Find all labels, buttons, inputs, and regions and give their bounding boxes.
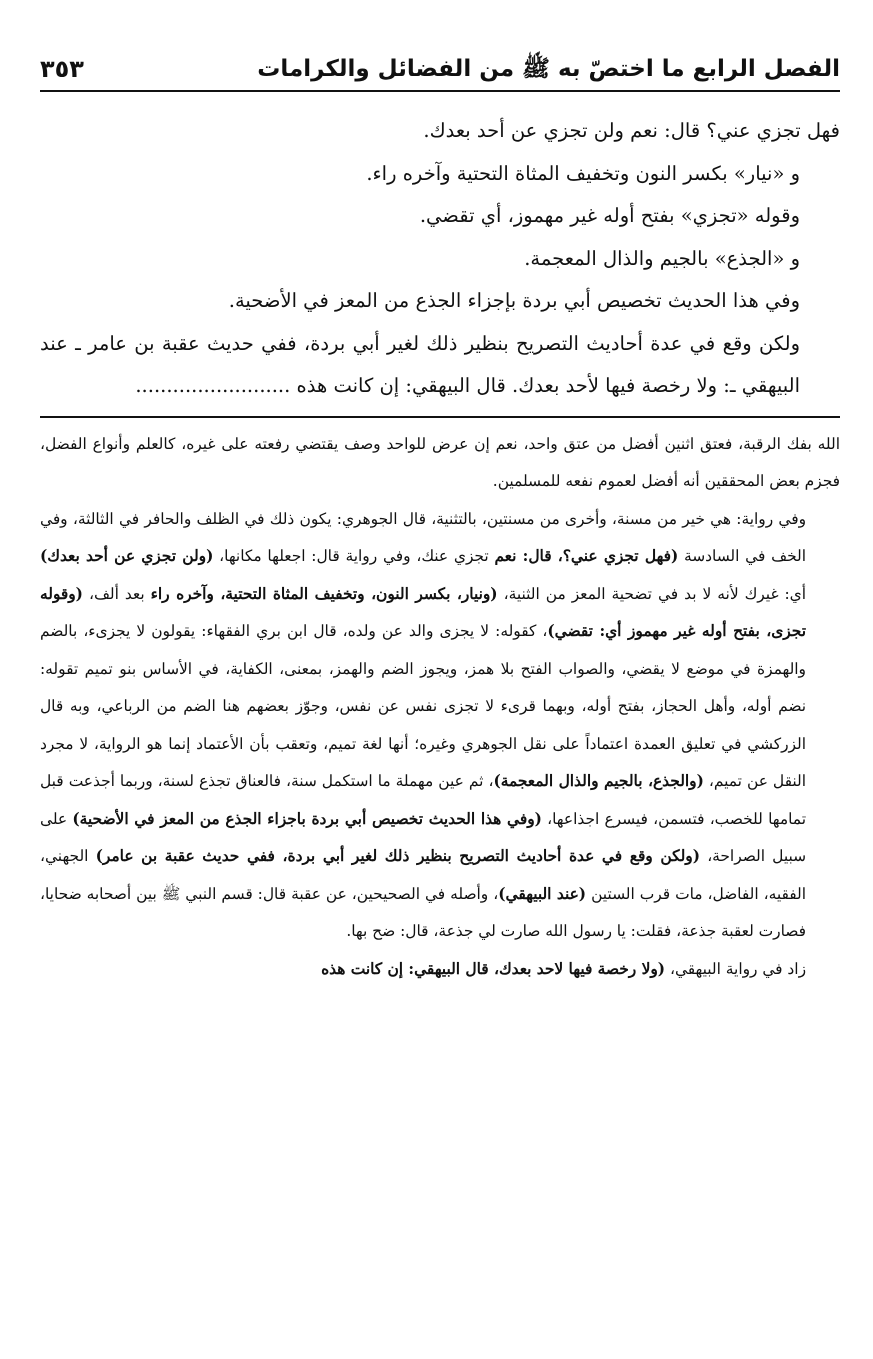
footnote-quote: (وقوله تجزى، بفتح أوله غير مهموز أي: تقضي) [40, 584, 806, 640]
footnote-quote: (ولن تجزي عن أحد بعدك) [40, 547, 214, 565]
footnote-text: ، كقوله: لا يجزى والد عن ولده، قال ابن بري الفقهاء: يقولون لا يجزىء، بالضم والهمزة في موضع لا يقضي، والصواب الفتح بلا همز، ويجوز الضم والهمز، بمعنى، الكفاية، في الأساس بنو تميم تقوله: نضم أوله، وأهل الحجاز، بفتح أوله، وبهما قرىء لا تجزى نفس عن نفس، وجوّز بعضهم هنا الضم من الرباعي، وبه قال الزركشي في تعليق العمدة اعتماداً على نقل الجوهري وغيره؛ أنها لغة تميم، وتعقب بأن الأعتماد إنما هو الرواية، لا مجرد النقل عن تميم، [40, 622, 806, 790]
footnote-paragraph: الله بفك الرقبة، فعتق اثنين أفضل من عتق واحد، نعم إن عرض للواحد وصف يقتضي رفعته على غيره، كالعلم وأنواع الفضل، فجزم بعض المحققين أنه أفضل لعموم نفعه للمسلمين. [40, 434, 840, 490]
footnote-commentary [40, 426, 840, 989]
chapter-title: الفصل الرابع ما اختصّ به ﷺ من الفضائل والكرامات [257, 56, 840, 82]
main-paragraph: و «نيار» بكسر النون وتخفيف المثاة التحتية وآخره راء. [366, 161, 800, 185]
main-paragraph: وفي هذا الحديث تخصيص أبي بردة بإجزاء الجذع من المعز في الأضحية. [228, 289, 800, 312]
page-number: ٣٥٣ [40, 55, 84, 83]
footnote-paragraph [40, 951, 840, 989]
footnote-text: ، ثم عين مهملة ما استكمل سنة، فالعناق تجذع لسنة، وربما أجذعت قبل تمامها للخصب، فتسمن، فيسرع اجذاعها، [40, 772, 806, 828]
page-header [40, 36, 840, 92]
footnote-quote: (والجذع، بالجيم والذال المعجمة) [493, 772, 704, 790]
footnote-text: بعد ألف، [82, 584, 151, 603]
main-paragraph-text: ولكن وقع في عدة أحاديث التصريح بنظير ذلك لغير أبي بردة، ففي حديث عقبة بن عامر ـ عند البيهقي ـ: ولا رخصة فيها لأحد بعدك. قال البيهقي: إن كانت هذه [40, 331, 800, 397]
footnote-separator [40, 416, 840, 418]
book-page [40, 36, 840, 1336]
footnote-text: أي: غيرك لأنه لا بد في تضحية المعز من الثنية، [497, 584, 807, 603]
footnote-quote: (ونيار، بكسر النون، وتخفيف المثاة التحتية، وآخره راء [150, 584, 498, 603]
footnote-paragraph [40, 501, 840, 951]
main-paragraph [40, 323, 840, 408]
footnote-text: تجزي عنك، وفي رواية قال: اجعلها مكانها، [213, 547, 495, 565]
footnote-quote: (عند البيهقي) [498, 884, 587, 903]
footnote-text: وفي رواية: هي خير من مسنة، وأخرى من مسنتين، بالتثنية، قال الجوهري: يكون ذلك في الظلف والحافر في الثالثة، وفي الخف في السادسة [40, 509, 806, 565]
main-paragraph: فهل تجزي عني؟ قال: نعم ولن تجزي عن أحد بعدك. [423, 119, 840, 142]
footnote-quote: (وفي هذا الحديث تخصيص أبي بردة باجزاء الجذع من المعز في الأضحية) [72, 809, 542, 828]
main-paragraph: و «الجذع» بالجيم والذال المعجمة. [524, 246, 800, 270]
continuation-dots: ......................... [135, 374, 291, 397]
footnote-quote: (فهل تجزي عني؟، قال: نعم [494, 547, 679, 565]
footnote-text: على سبيل الصراحة، [40, 809, 807, 865]
footnote-quote: (ولكن وقع في عدة أحاديث التصريح بنظير ذلك لغير أبي بردة، ففي حديث عقبة بن عامر) [95, 847, 701, 865]
footnote-text: الجهني، الفقيه، الفاضل، مات قرب الستين [40, 847, 807, 903]
main-text [40, 110, 840, 408]
footnote-text: ، وأصله في الصحيحين، عن عقبة قال: قسم النبي ﷺ بين أصحابه ضحايا، فصارت لعقبة جذعة، فقلت: يا رسول الله صارت لي جذعة، قال: ضح بها. [40, 884, 806, 940]
footnote-text: زاد في رواية البيهقي، [665, 959, 806, 978]
main-paragraph: وقوله «تجزي» بفتح أوله غير مهموز، أي تقضي. [419, 204, 800, 227]
footnote-quote: (ولا رخصة فيها لاحد بعدك، قال البيهقي: إن كانت هذه [321, 959, 666, 978]
